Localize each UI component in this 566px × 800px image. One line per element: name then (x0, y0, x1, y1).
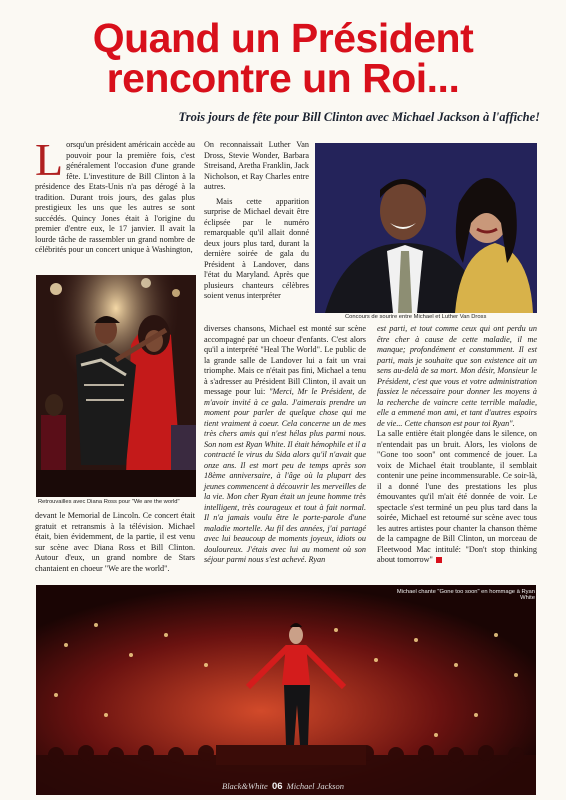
end-mark-square (436, 557, 442, 563)
subheadline: Trois jours de fête pour Bill Clinton avec Michael Jackson à l'affiche! (178, 110, 540, 124)
col1-paragraph-1: orsqu'un président américain accède au pouvoir pour la première fois, c'est généralement l'occasion d'une grande fête. L'investiture de Bill Clinton à la présidence des Etats-Unis n'a pas dérogé à la tradition. Durant trois jours, des galas plus prestigieux les uns que les autres se sont succédés. Quincy Jones était à l'origine du premier d'entre eux, le 17 janvier. Il avait la lourde tâche de rassembler un grand nombre de célébrités pour un concert unique à Washington, (35, 140, 195, 254)
caption-photo-right: Concours de sourire entre Michael et Luther Van Dross (345, 314, 487, 320)
footer-michael-jackson: Michael Jackson (286, 781, 344, 791)
col2-paragraph-2: Mais cette apparition surprise de Michael devait être éclipsée par le numéro remarquable qu'il allait donné deux jours plus tard, durant la dernière soirée de gala du Président à Landover, dans l'état du Maryland. Après que plusieurs chanteurs célèbres soient venus interpréter (204, 196, 309, 300)
photo-diana-ross-image (36, 275, 196, 497)
photo-gone-too-soon (36, 585, 536, 795)
footer-black: Black (222, 781, 242, 791)
photo-gone-too-soon-image (36, 585, 536, 795)
col1-paragraph-2: devant le Memorial de Lincoln. Ce concert était gratuit et retransmis à la télévision. Michael était, bien évidemment, de la partie, il est venu sur scène avec Diana Ross et Bill Clinton. Autour d'eux, un grand nombre de Stars chantaient en choeur "We are the world". (35, 511, 195, 573)
headline-line1: Quand un Président (92, 15, 474, 61)
drop-cap: L (35, 134, 64, 185)
page-number: 06 (271, 781, 283, 792)
footer-white: White (247, 781, 268, 791)
col2-paragraph-1: On reconnaissait Luther Van Dross, Stevie Wonder, Barbara Streisand, Aretha Franklin, Jack Nicholson, et Ray Charles entre autres. (204, 140, 309, 191)
photo-luther-image (315, 143, 537, 313)
footer-ampersand: & (241, 781, 248, 791)
column-2-wide-text (204, 324, 366, 566)
caption-photo-bottom: Michael chante "Gone too soon" en hommage à Ryan White (396, 589, 535, 601)
col3-paragraph-2: La salle entière était plongée dans le silence, on n'entendait pas un bruit. Alors, les violons de "Gone too soon" ont commencé de jouer. La voix de Michael était troublante, il semblait contenir une peine incommensurable. Ce soir-là, il a donné l'une des prestations les plus émouvantes qu'il m'ait été donnée de voir. Le spectacle s'est terminé un peu plus tard dans la soirée, Michael est retourné sur scène avec tous les autres artistes pour chanter la chanson thème de la campagne de Bill Clinton, un morceau de Fleetwood Mac intitulé: "Don't stop thinking about tomorrow" (377, 429, 537, 564)
col2-quote: "Merci, Mr le Président, de m'avoir invité à ce gala. J'aimerais prendre un moment pour parler de quelque chose qui me tient vraiment à coeur. Cela concerne un de mes très chers amis qui n'est hélas plus parmi nous. Son nom est Ryan White. Il était hémophile et il a contracté le virus du Sida alors qu'il n'avait que onze ans. Il est mort peu de temps après son 18ème anniversaire, à l'âge où la plupart des jeunes commencent à découvrir les merveilles de la vie. Mon cher Ryan était un jeune homme très intelligent, très courageux et tout à fait normal. Il n'a jamais voulu être le porte-parole d'une maladie mortelle. Au fil des années, j'ai partagé avec lui beaucoup de moments joyeux, idiots ou douloureux. J'étais avec lui au moment où son séjour parmi nous s'est achevé. Ryan (204, 387, 366, 564)
caption-photo-left: Retrouvailles avec Diana Ross pour "We are the world" (38, 499, 180, 505)
photo-luther-van-dross (315, 143, 537, 313)
headline-line2: rencontre un Roi... (106, 55, 460, 101)
column-1-bottom-text (35, 511, 195, 574)
col2-paragraph-3: diverses chansons, Michael est monté sur scène accompagné par un choeur d'enfants. C'est alors qu'il a interprété "Heal The World". Le public de la grande salle de Landover lui a fait un vrai triomphe. Mais ce n'était pas fini, Michael a tenu à s'adresser au Président Bill Clinton, il avait un message pour lui: (204, 324, 366, 396)
headline (0, 15, 566, 101)
column-3-text (377, 324, 537, 566)
page-footer (0, 781, 566, 792)
photo-diana-ross (36, 275, 196, 497)
col3-quote: est parti, et tout comme ceux qui ont perdu un être cher à cause de cette maladie, il me manque; profondément et constamment. Il est parti, mais je souhaite que son existence ait un sens au-delà de sa mort. Mon désir, Monsieur le Président, c'est que vous et votre administration fassiez le nécessaire pour donner les moyens à la recherche de vaincre cette terrible maladie, elle a emmené mon ami, et tant d'autres espoirs de vie... Cette chanson est pour toi Ryan". (377, 324, 537, 428)
column-2-text (204, 140, 309, 302)
column-1-text (35, 134, 195, 256)
